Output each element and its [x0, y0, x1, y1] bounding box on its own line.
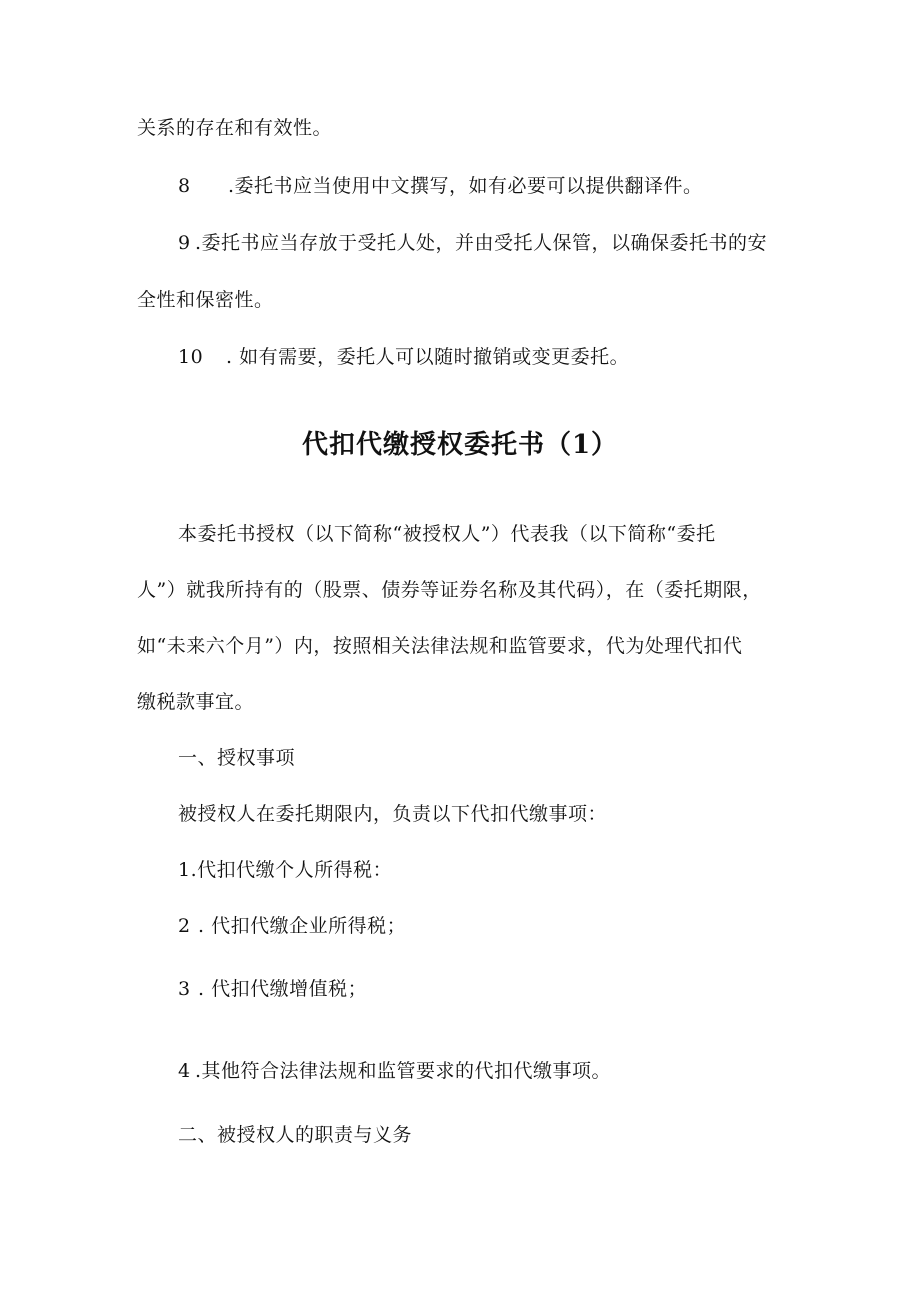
list-item-text: .代扣代缴个人所得税：: [190, 859, 393, 881]
list-item-number: 4: [178, 1060, 191, 1082]
paragraph-line: 关系的存在和有效性。: [137, 117, 333, 139]
list-item-text: .其他符合法律法规和监管要求的代扣代缴事项。: [195, 1060, 612, 1082]
section-heading: 二、被授权人的职责与义务: [178, 1124, 413, 1146]
list-item-text: .委托书应当使用中文撰写，如有必要可以提供翻译件。: [228, 175, 703, 197]
list-item-text: . 代扣代缴增值税；: [198, 978, 368, 1000]
list-item-9-continuation: 全性和保密性。: [137, 289, 274, 311]
list-item-8: [178, 174, 703, 198]
list-item-9: [178, 231, 767, 255]
document-title: 代扣代缴授权委托书（1）: [301, 430, 619, 460]
list-item-10: [178, 345, 629, 369]
list-item-number: 3: [178, 978, 191, 1000]
list-item-text: .委托书应当存放于受托人处，并由受托人保管，以确保委托书的安: [195, 232, 768, 254]
list-item: [178, 1059, 611, 1083]
list-item-number: 1: [178, 859, 191, 881]
list-item-number: 2: [178, 915, 191, 937]
section-heading: 一、授权事项: [178, 747, 296, 769]
list-item: [178, 914, 406, 938]
list-item: [178, 858, 392, 882]
list-item-text: . 代扣代缴企业所得税；: [198, 915, 407, 937]
list-item-number: 10: [178, 346, 204, 368]
intro-line-2: 人”）就我所持有的（股票、债券等证券名称及其代码），在（委托期限，: [137, 579, 762, 601]
list-item-text: . 如有需要，委托人可以随时撤销或变更委托。: [226, 346, 630, 368]
section-lead: 被授权人在委托期限内，负责以下代扣代缴事项：: [178, 803, 608, 825]
list-item-number: 9: [178, 232, 191, 254]
intro-line-3: 如“未来六个月”）内，按照相关法律法规和监管要求，代为处理代扣代: [137, 635, 743, 657]
intro-line-1: 本委托书授权（以下简称“被授权人”）代表我（以下简称“委托: [178, 523, 716, 545]
list-item-number: 8: [178, 175, 191, 197]
intro-line-4: 缴税款事宜。: [137, 691, 255, 713]
list-item: [178, 977, 367, 1001]
